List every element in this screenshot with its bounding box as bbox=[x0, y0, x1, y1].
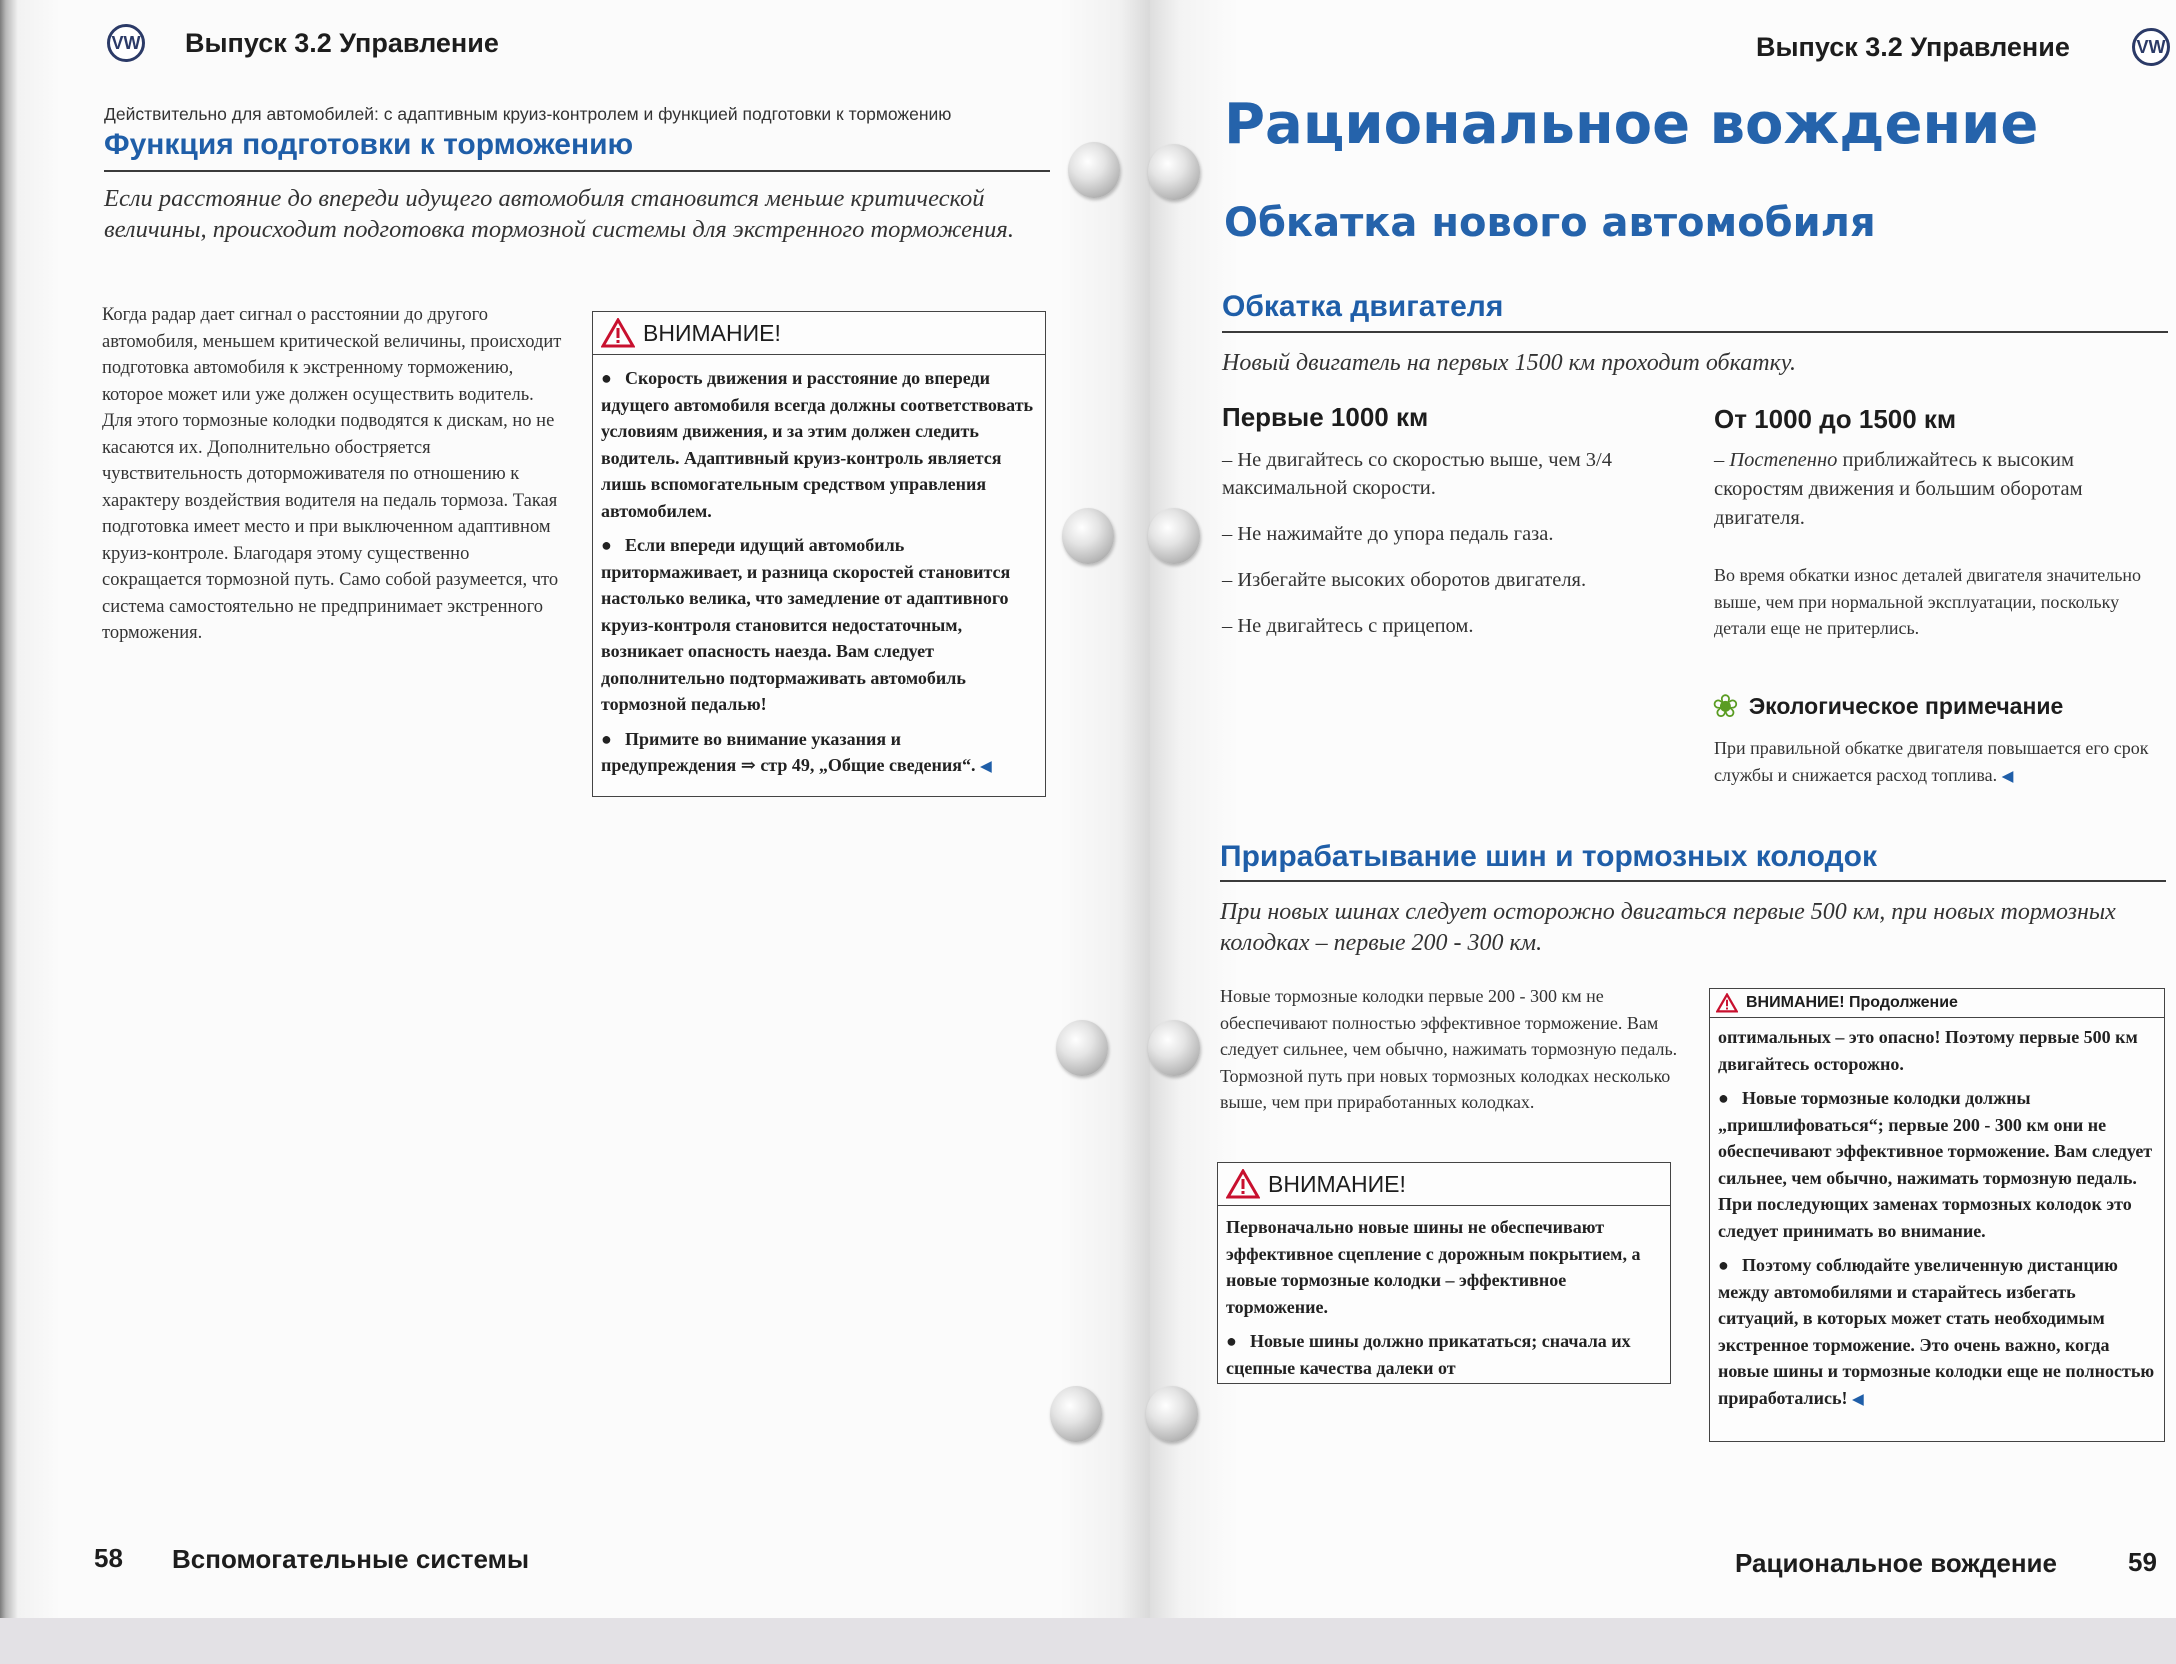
applicability-note: Действительно для автомобилей: с адаптивным круиз-контролем и функцией подготовки к торможению bbox=[104, 104, 952, 124]
binder-hole bbox=[1062, 508, 1114, 564]
right-page bbox=[1150, 0, 2176, 1618]
lead-text: Если расстояние до впереди идущего автомобиля становится меньше критической величины, происходит подготовка тормозной системы для экстренного торможения. bbox=[104, 185, 1014, 243]
bullet-icon: ● bbox=[1226, 1331, 1237, 1351]
binder-hole bbox=[1148, 144, 1200, 200]
body-text: Когда радар дает сигнал о расстоянии до другого автомобиля, меньшем критической величины, происходит подготовка автомобиля к экстренному торможению, которое может или уже должен осуществить водитель. Для этого тормозные колодки подводятся к дискам, но не касаются их. Дополнительно обостряется чувствительность доторможивателя по отношению к характеру воздействия водителя на педаль тормоза. Такая подготовка имеет место и при выключенном адаптивном круиз-контроле. Благодаря этому существенно сокращается тормозной путь. Само собой разумеется, что система самостоятельно не предпринимает экстренного торможения. bbox=[102, 305, 562, 643]
tires-lead: При новых шинах следует осторожно двигаться первые 500 км, при новых тормозных колодках – первые 200 - 300 км. bbox=[1220, 899, 2116, 956]
bullet-icon: ● bbox=[1718, 1088, 1729, 1108]
binder-hole bbox=[1148, 1020, 1200, 1076]
vw-logo-icon: VW bbox=[2132, 28, 2170, 66]
engine-section-title: Обкатка двигателя bbox=[1222, 290, 1504, 323]
warning-item: ● Скорость движения и расстояние до впереди идущего автомобиля всегда должны соответствовать условиям движения, и за этим должен следить водитель. Адаптивный круиз-контроль является лишь вспомогательным средством управления автомобилем. bbox=[601, 365, 1037, 524]
page-header: Выпуск 3.2 Управление bbox=[185, 28, 499, 58]
eco-note-title: Экологическое примечание bbox=[1748, 692, 2064, 719]
warning-box-tires bbox=[1217, 1162, 1671, 1384]
warning-triangle-icon bbox=[1226, 1169, 1260, 1199]
engine-section-rule bbox=[1222, 331, 2168, 333]
col2-title: От 1000 до 1500 км bbox=[1714, 404, 1957, 434]
page-number: 59 bbox=[2128, 1547, 2157, 1577]
section-title: Функция подготовки к торможению bbox=[104, 128, 634, 161]
warning-item bbox=[601, 726, 1037, 781]
main-title: Рациональное вождение bbox=[1224, 92, 2039, 157]
end-marker-icon: ◀ bbox=[2001, 768, 2014, 785]
tires-body: Новые тормозные колодки первые 200 - 300 км не обеспечивают полностью эффективное торможение. Вам следует сильнее, чем обычно, нажимать тормозную педаль. Тормозной путь при новых тормозных колодках несколько выше, чем при приработанных колодках. bbox=[1220, 986, 1678, 1112]
warning-intro: Первоначально новые шины не обеспечивают эффективное сцепление с дорожным покрытием, а новые тормозные колодки – эффективное торможение. bbox=[1226, 1217, 1641, 1317]
tires-section-title: Прирабатывание шин и тормозных колодок bbox=[1220, 840, 1877, 873]
list-item: – Не двигайтесь с прицепом. bbox=[1222, 615, 1474, 637]
scan-bottom-strip bbox=[0, 1618, 2176, 1664]
col2-body: Во время обкатки износ деталей двигателя значительно выше, чем при нормальной эксплуатации, поскольку детали еще не притерлись. bbox=[1714, 565, 2142, 638]
bullet-icon: ● bbox=[601, 728, 612, 749]
vw-logo-icon: VW bbox=[107, 24, 145, 62]
warning-header bbox=[1218, 1163, 1670, 1206]
warning-item: ● Новые шины должно прикататься; сначала их сцепные качества далеки от bbox=[1226, 1328, 1662, 1381]
engine-lead: Новый двигатель на первых 1500 км проходит обкатку. bbox=[1222, 350, 1796, 376]
footer-section-title: Рациональное вождение bbox=[1735, 1548, 2057, 1578]
warning-triangle-icon bbox=[1716, 993, 1738, 1013]
footer-section-title: Вспомогательные системы bbox=[172, 1544, 530, 1574]
binder-hole bbox=[1146, 1386, 1198, 1442]
col2-item: – Постепенно приближайтесь к высоким скоростям движения и большим оборотам двигателя. bbox=[1714, 449, 2083, 529]
bullet-icon: ● bbox=[601, 368, 612, 388]
col1-title: Первые 1000 км bbox=[1222, 402, 1429, 432]
warning-header bbox=[1710, 989, 2164, 1018]
warning-intro: оптимальных – это опасно! Поэтому первые 500 км двигайтесь осторожно. bbox=[1718, 1027, 2138, 1074]
binder-hole bbox=[1056, 1020, 1108, 1076]
warning-box-continued bbox=[1709, 988, 2165, 1442]
page-header: Выпуск 3.2 Управление bbox=[1756, 32, 2070, 62]
section-rule bbox=[104, 170, 1050, 172]
end-marker-icon: ◀ bbox=[979, 758, 992, 775]
list-item: – Не нажимайте до упора педаль газа. bbox=[1222, 523, 1554, 545]
list-item: – Избегайте высоких оборотов двигателя. bbox=[1222, 569, 1587, 591]
bullet-icon: ● bbox=[601, 535, 612, 555]
binder-hole bbox=[1148, 508, 1200, 564]
binder-hole bbox=[1068, 142, 1120, 198]
warning-title: ВНИМАНИЕ! bbox=[1268, 1170, 1406, 1197]
tires-section-rule bbox=[1220, 880, 2166, 882]
page-number: 58 bbox=[94, 1543, 123, 1573]
warning-body bbox=[1218, 1206, 1670, 1381]
warning-body bbox=[1710, 1018, 2164, 1413]
binder-hole bbox=[1050, 1386, 1102, 1442]
cross-reference-link[interactable]: Примите во внимание указания и предупреждения ⇒ стр 49, „Общие сведения“. bbox=[601, 728, 976, 775]
warning-item: ● Если впереди идущий автомобиль притормаживает, и разница скоростей становится настолько велика, что замедление от адаптивного круиз-контроля становится недостаточным, возникает опасность наезда. Вам следует дополнительно подтормаживать автомобиль тормозной педалью! bbox=[601, 532, 1037, 718]
eco-note-header bbox=[1712, 690, 2063, 722]
warning-box bbox=[592, 311, 1046, 797]
end-marker-icon: ◀ bbox=[1851, 1390, 1864, 1408]
warning-body bbox=[593, 355, 1045, 781]
warning-item: ● Поэтому соблюдайте увеличенную дистанцию между автомобилями и старайтесь избегать ситуаций, в которых может стать необходимым экстренное торможение. Это очень важно, когда новые шины и тормозные колодки еще не полностью приработались! ◀ bbox=[1718, 1252, 2156, 1413]
bullet-icon: ● bbox=[1718, 1255, 1729, 1275]
warning-item: ● Новые тормозные колодки должны „пришлифоваться“; первые 200 - 300 км они не обеспечивают эффективное торможение. Вам следует сильнее, чем обычно, нажимать тормозную педаль. При последующих заменах тормозных колодок это следует принимать во внимание. bbox=[1718, 1085, 2156, 1244]
sub-title: Обкатка нового автомобиля bbox=[1224, 200, 1876, 246]
warning-header bbox=[593, 312, 1045, 355]
eco-note-text: При правильной обкатке двигателя повышается его срок службы и снижается расход топлива. ◀ bbox=[1714, 738, 2149, 785]
col1-list bbox=[1222, 446, 1662, 640]
warning-title: ВНИМАНИЕ! bbox=[643, 319, 781, 346]
flower-icon: ❀ bbox=[1712, 688, 1739, 724]
list-item: – Не двигайтесь со скоростью выше, чем 3/4 максимальной скорости. bbox=[1222, 449, 1612, 499]
warning-title: ВНИМАНИЕ! Продолжение bbox=[1746, 994, 1958, 1011]
warning-triangle-icon bbox=[601, 318, 635, 348]
